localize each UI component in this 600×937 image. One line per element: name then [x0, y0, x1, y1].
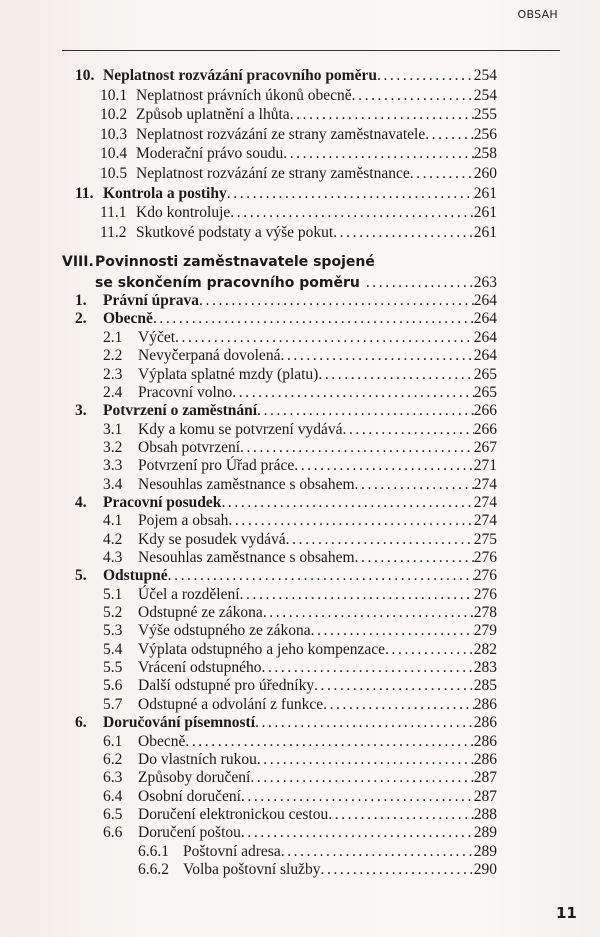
- toc-entry: [0, 713, 600, 733]
- toc-entry: [0, 511, 600, 531]
- toc-entry: [0, 125, 600, 145]
- toc-entry: [0, 768, 600, 788]
- entry-title: Výplata odstupného a jeho kompenzace: [138, 640, 386, 658]
- entry-number: 1.: [75, 292, 87, 310]
- entry-number: 4.: [75, 493, 87, 511]
- dot-leader: [294, 456, 474, 476]
- entry-page: 283: [473, 659, 497, 677]
- entry-title: Neplatnost právních úkonů obecně: [136, 86, 352, 104]
- entry-title: Způsob uplatnění a lhůta: [136, 106, 290, 124]
- entry-title: Do vlastních rukou: [138, 750, 257, 768]
- dot-leader: [425, 125, 474, 145]
- entry-page: 261: [473, 223, 497, 241]
- entry-number: 3.2: [103, 438, 123, 456]
- toc-entry: [0, 640, 600, 660]
- entry-number: 4.1: [103, 512, 123, 530]
- dot-leader: [241, 787, 474, 807]
- entry-title: Povinnosti zaměstnavatele spojené: [95, 254, 375, 271]
- entry-number: 6.3: [103, 769, 123, 787]
- toc-entry: [0, 823, 600, 843]
- entry-title: Kdy a komu se potvrzení vydává: [138, 420, 343, 438]
- toc-entry: [0, 493, 600, 513]
- dot-leader: [250, 768, 473, 788]
- entry-number: VIII.: [62, 254, 94, 271]
- entry-number: 5.4: [103, 640, 123, 658]
- entry-title: Neplatnost rozvázání ze strany zaměstnavatele: [136, 125, 426, 143]
- entry-number: 10.: [75, 67, 95, 84]
- entry-title: Odstupné a odvolání z funkce: [138, 695, 324, 713]
- dot-leader: [175, 328, 474, 348]
- toc-entry: [0, 401, 600, 421]
- entry-page: 289: [473, 824, 497, 842]
- toc-entry: [0, 66, 600, 86]
- dot-leader: [232, 383, 473, 403]
- entry-title: Obecně: [138, 732, 186, 750]
- toc-entry: [0, 658, 600, 678]
- dot-leader: [221, 493, 473, 513]
- toc-entry: [0, 787, 600, 807]
- entry-number: 6.6.2: [138, 860, 169, 878]
- entry-title: Účel a rozdělení: [138, 585, 240, 603]
- entry-number: 2.1: [103, 328, 123, 346]
- entry-title: Potvrzení pro Úřad práce: [138, 457, 295, 475]
- entry-number: 6.6: [103, 824, 123, 842]
- entry-page: 286: [473, 714, 497, 732]
- toc-entry: [0, 105, 600, 125]
- entry-title: Nevyčerpaná dovolená: [138, 347, 281, 365]
- entry-title: Obecně: [103, 310, 153, 328]
- entry-page: 288: [473, 805, 497, 823]
- toc-entry: [0, 695, 600, 715]
- entry-title: Skutkové podstaty a výše pokut: [136, 223, 334, 241]
- toc-entry: [0, 548, 600, 568]
- entry-page: 287: [473, 787, 497, 805]
- entry-number: 6.1: [103, 732, 123, 750]
- entry-page: 278: [473, 604, 497, 622]
- toc-entry: [0, 805, 600, 825]
- entry-page: 267: [473, 438, 497, 456]
- entry-title: Pojem a obsah: [138, 512, 229, 530]
- entry-number: 10.3: [100, 125, 128, 143]
- dot-leader: [355, 475, 474, 495]
- dot-leader: [311, 621, 474, 641]
- dot-leader: [228, 511, 473, 531]
- entry-number: 2.3: [103, 365, 123, 383]
- entry-page: 261: [473, 204, 497, 222]
- toc-entry: [0, 328, 600, 348]
- entry-page: 271: [473, 457, 497, 475]
- entry-page: 290: [473, 860, 497, 878]
- entry-title: Nesouhlas zaměstnance s obsahem: [138, 475, 355, 493]
- dot-leader: [168, 566, 474, 586]
- entry-page: 285: [473, 677, 497, 695]
- entry-number: 5.7: [103, 695, 123, 713]
- dot-leader: [321, 860, 474, 880]
- toc-entry: [0, 585, 600, 605]
- toc-entry: [0, 621, 600, 641]
- entry-number: 5.3: [103, 622, 123, 640]
- entry-page: 274: [473, 475, 497, 493]
- dot-leader: [366, 273, 474, 293]
- entry-title: Právní úprava: [103, 292, 200, 310]
- entry-title: Doručení poštou: [138, 824, 241, 842]
- entry-title: Výplata splatné mzdy (platu): [138, 365, 319, 383]
- toc-entry: [0, 676, 600, 696]
- dot-leader: [342, 420, 473, 440]
- dot-leader: [280, 346, 473, 366]
- entry-title: Výčet: [138, 328, 176, 346]
- toc-entry: [0, 750, 600, 770]
- page-number: 11: [556, 904, 577, 922]
- entry-title: Výše odstupného ze zákona: [138, 622, 311, 640]
- entry-page: 263: [473, 273, 497, 291]
- toc-entry: [0, 383, 600, 403]
- toc-entry: [0, 860, 600, 880]
- dot-leader: [333, 223, 474, 243]
- dot-leader: [281, 842, 474, 862]
- entry-number: 2.4: [103, 383, 123, 401]
- entry-page: 265: [473, 383, 497, 401]
- dot-leader: [241, 823, 474, 843]
- entry-page: 256: [473, 125, 497, 143]
- entry-page: 274: [473, 512, 497, 530]
- toc-entry: [0, 732, 600, 752]
- toc-entry: [0, 420, 600, 440]
- toc-entry: [0, 86, 600, 106]
- toc-entry: [0, 842, 600, 862]
- entry-number: 3.3: [103, 457, 123, 475]
- entry-title: Poštovní adresa: [183, 842, 281, 860]
- dot-leader: [323, 695, 474, 715]
- entry-number: 4.3: [103, 549, 123, 566]
- entry-page: 279: [473, 622, 497, 640]
- entry-page: 265: [473, 365, 497, 383]
- dot-leader: [410, 164, 474, 184]
- entry-number: 5.5: [103, 659, 123, 677]
- entry-title: Osobní doručení: [138, 787, 241, 805]
- entry-page: 258: [473, 145, 497, 163]
- entry-title: Vrácení odstupného: [138, 659, 262, 677]
- entry-page: 264: [473, 292, 497, 310]
- entry-page: 264: [473, 310, 497, 328]
- entry-number: 5.2: [103, 604, 123, 622]
- entry-number: 6.4: [103, 787, 123, 805]
- entry-number: 11.: [75, 184, 94, 202]
- entry-page: 266: [473, 402, 497, 420]
- entry-number: 5.1: [103, 585, 123, 603]
- running-head: OBSAH: [517, 8, 558, 21]
- dot-leader: [355, 548, 474, 568]
- entry-page: 266: [473, 420, 497, 438]
- entry-number: 10.2: [100, 106, 128, 124]
- dot-leader: [283, 144, 474, 164]
- entry-title: Kontrola a postihy: [103, 184, 227, 202]
- dot-leader: [185, 732, 473, 752]
- entry-page: 276: [473, 585, 497, 603]
- dot-leader: [328, 805, 474, 825]
- entry-page: 260: [473, 165, 497, 182]
- toc-entry: [0, 223, 600, 243]
- entry-number: 11.1: [100, 204, 127, 222]
- toc-entry: [0, 144, 600, 164]
- entry-page: 286: [473, 732, 497, 750]
- entry-page: 286: [473, 695, 497, 713]
- entry-title: Způsoby doručení: [138, 769, 251, 787]
- dot-leader: [263, 603, 474, 623]
- toc-entry: [0, 530, 600, 550]
- entry-page: 282: [473, 640, 497, 658]
- entry-title: Kdo kontroluje: [136, 204, 231, 222]
- entry-number: 6.2: [103, 750, 123, 768]
- toc-entry: [0, 273, 600, 293]
- entry-title: Neplatnost rozvázání pracovního poměru: [103, 67, 377, 84]
- header-rule: [62, 50, 560, 51]
- dot-leader: [199, 291, 474, 311]
- entry-page: 287: [473, 769, 497, 787]
- entry-title: Obsah potvrzení: [138, 438, 241, 456]
- entry-title: Potvrzení o zaměstnání: [103, 402, 258, 420]
- toc-entry: [0, 566, 600, 586]
- entry-page: 286: [473, 750, 497, 768]
- entry-number: 4.2: [103, 530, 123, 548]
- entry-number: 3.: [75, 402, 87, 420]
- entry-page: 274: [473, 493, 497, 511]
- entry-page: 255: [473, 106, 497, 124]
- entry-page: 264: [473, 347, 497, 365]
- entry-page: 276: [473, 549, 497, 566]
- entry-number: 2.: [75, 310, 87, 328]
- entry-title: Volba poštovní služby: [183, 860, 321, 878]
- entry-number: 6.6.1: [138, 842, 169, 860]
- toc-entry: [0, 438, 600, 458]
- toc-entry: [0, 603, 600, 623]
- dot-leader: [153, 309, 474, 329]
- entry-page: 261: [473, 184, 497, 202]
- dot-leader: [257, 401, 474, 421]
- dot-leader: [290, 105, 474, 125]
- toc-entry: [0, 346, 600, 366]
- entry-title: Odstupné ze zákona: [138, 604, 263, 622]
- toc-entry: [0, 184, 600, 204]
- entry-title: Pracovní volno: [138, 383, 233, 401]
- entry-title: Doručování písemností: [103, 714, 255, 732]
- entry-title: se skončením pracovního poměru: [95, 274, 360, 291]
- dot-leader: [286, 530, 474, 550]
- toc-entry: [0, 309, 600, 329]
- entry-page: 276: [473, 567, 497, 585]
- entry-number: 6.: [75, 714, 87, 732]
- entry-number: 10.4: [100, 145, 128, 163]
- entry-number: 10.5: [100, 165, 128, 182]
- toc-entry: [0, 456, 600, 476]
- entry-page: 254: [473, 67, 497, 84]
- entry-number: 3.1: [103, 420, 123, 438]
- toc-entry: [0, 254, 600, 274]
- dot-leader: [318, 365, 473, 385]
- toc-entry: [0, 365, 600, 385]
- dot-leader: [314, 676, 474, 696]
- toc-entry: [0, 475, 600, 495]
- dot-leader: [240, 585, 474, 605]
- entry-number: 11.2: [100, 223, 127, 241]
- entry-page: 254: [473, 86, 497, 104]
- entry-page: 275: [473, 530, 497, 548]
- entry-title: Další odstupné pro úředníky: [138, 677, 315, 695]
- entry-title: Odstupné: [103, 567, 168, 585]
- dot-leader: [377, 66, 474, 86]
- entry-title: Neplatnost rozvázání ze strany zaměstnance: [136, 165, 410, 182]
- dot-leader: [255, 713, 474, 733]
- entry-title: Nesouhlas zaměstnance s obsahem: [138, 549, 355, 566]
- entry-page: 264: [473, 328, 497, 346]
- entry-title: Doručení elektronickou cestou: [138, 805, 329, 823]
- entry-number: 3.4: [103, 475, 123, 493]
- dot-leader: [352, 86, 474, 106]
- toc-entry: [0, 291, 600, 311]
- dot-leader: [257, 750, 474, 770]
- entry-title: Pracovní posudek: [103, 493, 222, 511]
- entry-number: 2.2: [103, 347, 123, 365]
- dot-leader: [385, 640, 474, 660]
- dot-leader: [261, 658, 473, 678]
- entry-number: 5.: [75, 567, 87, 585]
- dot-leader: [230, 203, 473, 223]
- entry-title: Moderační právo soudu: [136, 145, 284, 163]
- entry-title: Kdy se posudek vydává: [138, 530, 286, 548]
- entry-page: 289: [473, 842, 497, 860]
- dot-leader: [227, 184, 474, 204]
- entry-number: 10.1: [100, 86, 128, 104]
- toc-entry: [0, 203, 600, 223]
- entry-number: 5.6: [103, 677, 123, 695]
- toc-entry: [0, 164, 600, 184]
- dot-leader: [240, 438, 474, 458]
- entry-number: 6.5: [103, 805, 123, 823]
